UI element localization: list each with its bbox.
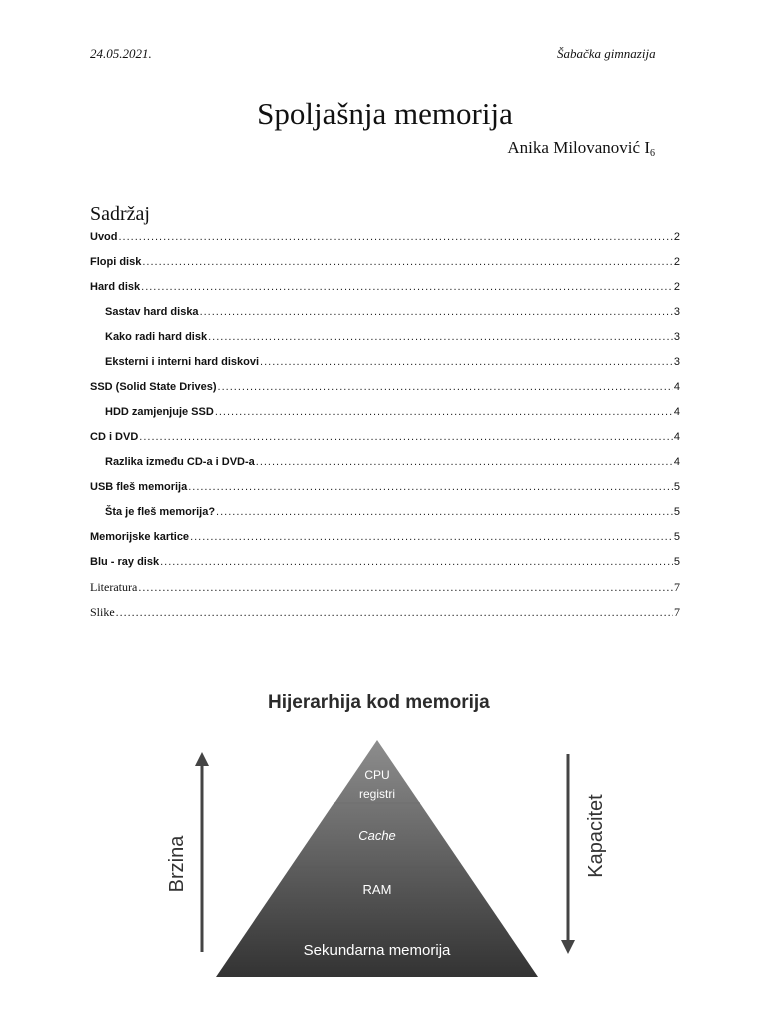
author-class-subscript: 6 xyxy=(650,148,655,159)
toc-entry-page: 5 xyxy=(673,506,680,518)
toc-entry-label: Literatura xyxy=(90,580,138,594)
toc-entry-page: 2 xyxy=(673,231,680,243)
capacity-axis-label: Kapacitet xyxy=(585,794,607,878)
toc-entry[interactable] xyxy=(90,350,680,375)
speed-axis-label: Brzina xyxy=(166,835,188,893)
speed-arrow-icon xyxy=(195,752,209,952)
toc-entry-page: 3 xyxy=(673,356,680,368)
capacity-arrow-icon xyxy=(561,754,575,954)
toc-entry-page: 5 xyxy=(673,481,680,493)
toc-entry[interactable] xyxy=(90,575,680,600)
toc-entry-label: Hard disk xyxy=(90,281,141,293)
toc-entry-label: Uvod xyxy=(90,231,118,243)
level-registers-label: registri xyxy=(358,787,396,801)
toc-entry-page: 4 xyxy=(673,431,680,443)
toc-entry-label: Slike xyxy=(90,605,115,619)
toc-leader-dots xyxy=(119,225,673,250)
level-secondary-label: Sekundarna memorija xyxy=(303,942,451,959)
toc-entry-label: Kako radi hard disk xyxy=(105,331,208,343)
level-cpu-label: CPU xyxy=(364,768,390,782)
toc-leader-dots xyxy=(215,400,673,425)
toc-leader-dots xyxy=(188,475,673,500)
header-school: Šabačka gimnazija xyxy=(557,46,656,61)
toc-leader-dots xyxy=(139,425,673,450)
toc-entry-label: USB fleš memorija xyxy=(90,481,188,493)
toc-leader-dots xyxy=(208,325,673,350)
header-date: 24.05.2021. xyxy=(90,46,152,61)
toc-entry-page: 2 xyxy=(673,281,680,293)
table-of-contents xyxy=(90,225,680,625)
toc-entry-label: Flopi disk xyxy=(90,256,142,268)
toc-entry-label: Sastav hard diska xyxy=(105,306,199,318)
toc-entry-label: Blu - ray disk xyxy=(90,556,160,568)
author-name: Anika Milovanović I xyxy=(507,138,650,157)
toc-leader-dots xyxy=(116,600,673,625)
toc-entry[interactable] xyxy=(90,450,680,475)
toc-entry-page: 4 xyxy=(673,456,680,468)
toc-leader-dots xyxy=(141,275,673,300)
toc-leader-dots xyxy=(160,550,673,575)
author xyxy=(507,138,655,159)
toc-entry-page: 7 xyxy=(674,580,680,594)
toc-entry-label: Eksterni i interni hard diskovi xyxy=(105,356,260,368)
toc-entry[interactable] xyxy=(90,500,680,525)
toc-heading: Sadržaj xyxy=(90,203,150,225)
pyramid-diagram xyxy=(150,690,630,990)
toc-entry-page: 5 xyxy=(673,531,680,543)
toc-entry-page: 3 xyxy=(673,306,680,318)
toc-entry-label: HDD zamjenjuje SSD xyxy=(105,406,214,418)
toc-entry[interactable] xyxy=(90,475,680,500)
toc-leader-dots xyxy=(138,575,673,600)
document-title: Spoljašnja memorija xyxy=(257,96,513,131)
toc-entry[interactable] xyxy=(90,275,680,300)
toc-entry-page: 4 xyxy=(673,381,680,393)
toc-entry-label: CD i DVD xyxy=(90,431,139,443)
toc-entry[interactable] xyxy=(90,325,680,350)
toc-entry[interactable] xyxy=(90,550,680,575)
figure-title: Hijerarhija kod memorija xyxy=(268,692,490,713)
toc-entry[interactable] xyxy=(90,425,680,450)
toc-entry[interactable] xyxy=(90,600,680,625)
toc-leader-dots xyxy=(260,350,673,375)
toc-leader-dots xyxy=(200,300,673,325)
level-cache-label: Cache xyxy=(358,828,396,843)
toc-entry[interactable] xyxy=(90,375,680,400)
toc-entry[interactable] xyxy=(90,400,680,425)
toc-entry[interactable] xyxy=(90,250,680,275)
toc-entry-label: Memorijske kartice xyxy=(90,531,190,543)
toc-entry[interactable] xyxy=(90,300,680,325)
toc-entry[interactable] xyxy=(90,225,680,250)
level-ram-label: RAM xyxy=(362,882,392,897)
toc-entry-page: 7 xyxy=(674,605,680,619)
toc-leader-dots xyxy=(142,250,673,275)
toc-entry-page: 3 xyxy=(673,331,680,343)
toc-leader-dots xyxy=(256,450,673,475)
toc-leader-dots xyxy=(190,525,673,550)
toc-entry-label: Šta je fleš memorija? xyxy=(105,506,216,518)
toc-entry-page: 4 xyxy=(673,406,680,418)
memory-hierarchy-figure xyxy=(150,690,630,990)
toc-entry[interactable] xyxy=(90,525,680,550)
toc-entry-page: 5 xyxy=(673,556,680,568)
toc-leader-dots xyxy=(218,375,673,400)
toc-entry-label: SSD (Solid State Drives) xyxy=(90,381,217,393)
toc-leader-dots xyxy=(216,500,673,525)
toc-entry-page: 2 xyxy=(673,256,680,268)
toc-entry-label: Razlika između CD-a i DVD-a xyxy=(105,456,255,468)
